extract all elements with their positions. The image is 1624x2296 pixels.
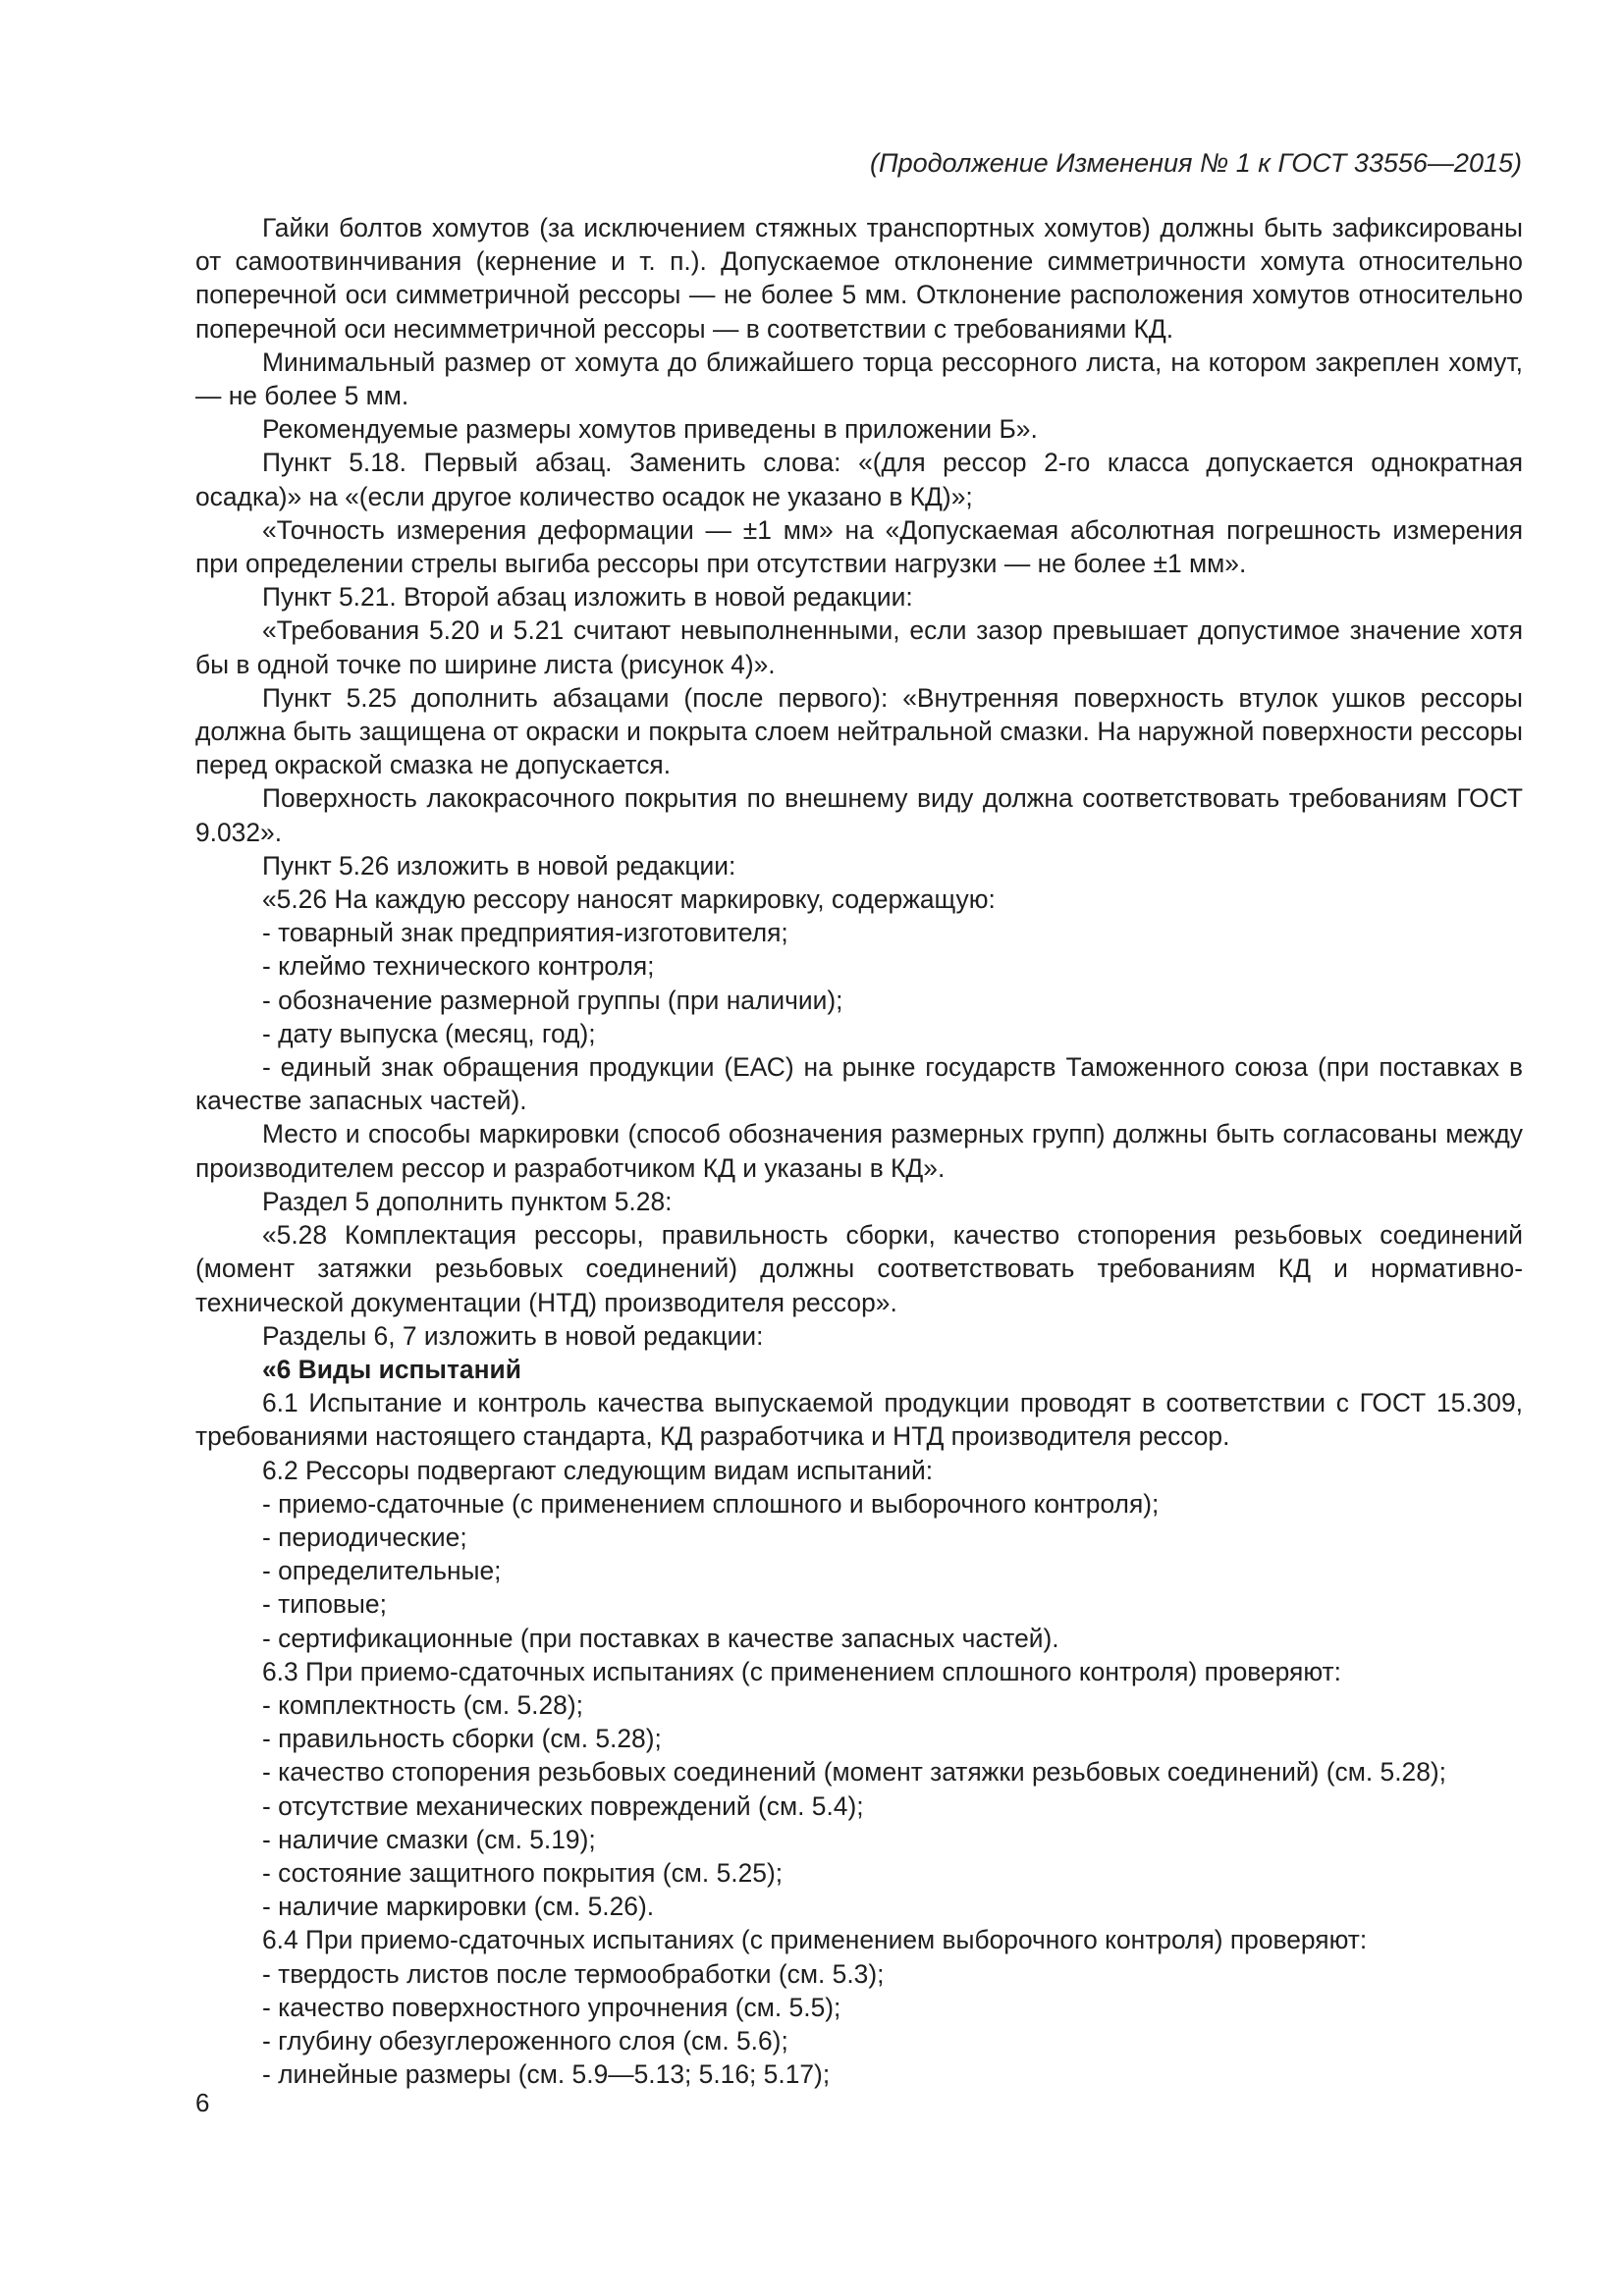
list-item: - качество стопорения резьбовых соединений (момент затяжки резьбовых соединений) (см. 5.28); bbox=[262, 1757, 1447, 1788]
list-item: - единый знак обращения продукции (ЕАС) на рынке государств Таможенного союза (при поставках в качестве запасных частей). bbox=[195, 1052, 1523, 1116]
list-item: - обозначение размерной группы (при наличии); bbox=[262, 985, 843, 1015]
list-item: - твердость листов после термообработки (см. 5.3); bbox=[262, 1958, 885, 1989]
paragraph: 6.1 Испытание и контроль качества выпускаемой продукции проводят в соответствии с ГОСТ 15.309, требованиями настоящего стандарта, КД разработчика и НТД производителя рессор. bbox=[195, 1388, 1523, 1452]
paragraph: «Требования 5.20 и 5.21 считают невыполненными, если зазор превышает допустимое значение хотя бы в одной точке по ширине листа (рисунок 4)». bbox=[195, 615, 1523, 679]
list-item: - состояние защитного покрытия (см. 5.25); bbox=[262, 1857, 784, 1888]
list-item: - дату выпуска (месяц, год); bbox=[262, 1018, 596, 1048]
paragraph: Место и способы маркировки (способ обозначения размерных групп) должны быть согласованы между производителем рессор и разработчиком КД и указаны в КД». bbox=[195, 1119, 1523, 1183]
paragraph: 6.4 При приемо-сдаточных испытаниях (с применением выборочного контроля) проверяют: bbox=[262, 1925, 1368, 1955]
list-item: - глубину обезуглероженного слоя (см. 5.6); bbox=[262, 2025, 788, 2056]
paragraph: Раздел 5 дополнить пунктом 5.28: bbox=[262, 1186, 673, 1216]
running-header: (Продолжение Изменения № 1 к ГОСТ 33556—2015) bbox=[870, 148, 1522, 178]
paragraph: Рекомендуемые размеры хомутов приведены в приложении Б». bbox=[262, 414, 1038, 445]
paragraph: Пункт 5.18. Первый абзац. Заменить слова: «(для рессор 2-го класса допускается однократная осадка)» на «(если другое количество осадок не указано в КД)»; bbox=[195, 448, 1523, 511]
list-item: - клеймо технического контроля; bbox=[262, 951, 655, 982]
paragraph: 6.3 При приемо-сдаточных испытаниях (с применением сплошного контроля) проверяют: bbox=[262, 1656, 1341, 1686]
paragraph: Разделы 6, 7 изложить в новой редакции: bbox=[262, 1320, 764, 1351]
paragraph: Пункт 5.25 дополнить абзацами (после первого): «Внутренняя поверхность втулок ушков рессоры должна быть защищена от окраски и покрыта слоем нейтральной смазки. На наружной поверхности рессоры перед окраской смазка не допускается. bbox=[195, 682, 1523, 780]
paragraph: Пункт 5.26 изложить в новой редакции: bbox=[262, 850, 736, 881]
list-item: - наличие смазки (см. 5.19); bbox=[262, 1824, 596, 1854]
section-heading: «6 Виды испытаний bbox=[262, 1354, 521, 1384]
list-item: - определительные; bbox=[262, 1556, 502, 1586]
list-item: - правильность сборки (см. 5.28); bbox=[262, 1724, 662, 1754]
paragraph: «5.28 Комплектация рессоры, правильность сборки, качество стопорения резьбовых соединений (момент затяжки резьбовых соединений) должны соответствовать требованиям КД и нормативно-технической документации (НТД) производителя рессор». bbox=[195, 1220, 1523, 1317]
paragraph: Гайки болтов хомутов (за исключением стяжных транспортных хомутов) должны быть зафиксированы от самоотвинчивания (кернение и т. п.). Допускаемое отклонение симметричности хомута относительно поперечной оси симметричной рессоры — не более 5 мм. Отклонение расположения хомутов относительно поперечной оси несимметричной рессоры — в соответствии с требованиями КД. bbox=[195, 213, 1523, 344]
list-item: - периодические; bbox=[262, 1522, 467, 1552]
list-item: - типовые; bbox=[262, 1589, 387, 1620]
list-item: - отсутствие механических повреждений (см. 5.4); bbox=[262, 1790, 864, 1821]
list-item: - товарный знак предприятия-изготовителя; bbox=[262, 918, 788, 948]
paragraph: 6.2 Рессоры подвергают следующим видам испытаний: bbox=[262, 1455, 934, 1485]
paragraph: Поверхность лакокрасочного покрытия по внешнему виду должна соответствовать требованиям ГОСТ 9.032». bbox=[195, 783, 1523, 847]
paragraph: «5.26 На каждую рессору наносят маркировку, содержащую: bbox=[262, 884, 996, 915]
paragraph: «Точность измерения деформации — ±1 мм» на «Допускаемая абсолютная погрешность измерения при определении стрелы выгиба рессоры при отсутствии нагрузки — не более ±1 мм». bbox=[195, 514, 1523, 579]
paragraph: Минимальный размер от хомута до ближайшего торца рессорного листа, на котором закреплен хомут, — не более 5 мм. bbox=[195, 347, 1523, 411]
page-number: 6 bbox=[195, 2088, 210, 2117]
list-item: - приемо-сдаточные (с применением сплошного и выборочного контроля); bbox=[262, 1488, 1160, 1519]
list-item: - наличие маркировки (см. 5.26). bbox=[262, 1892, 655, 1922]
list-item: - комплектность (см. 5.28); bbox=[262, 1689, 583, 1720]
paragraph: Пункт 5.21. Второй абзац изложить в новой редакции: bbox=[262, 582, 913, 613]
list-item: - качество поверхностного упрочнения (см. 5.5); bbox=[262, 1992, 841, 2022]
document-body bbox=[195, 211, 1523, 2091]
list-item: - сертификационные (при поставках в качестве запасных частей). bbox=[262, 1623, 1059, 1653]
list-item: - линейные размеры (см. 5.9—5.13; 5.16; 5.17); bbox=[262, 2059, 831, 2090]
